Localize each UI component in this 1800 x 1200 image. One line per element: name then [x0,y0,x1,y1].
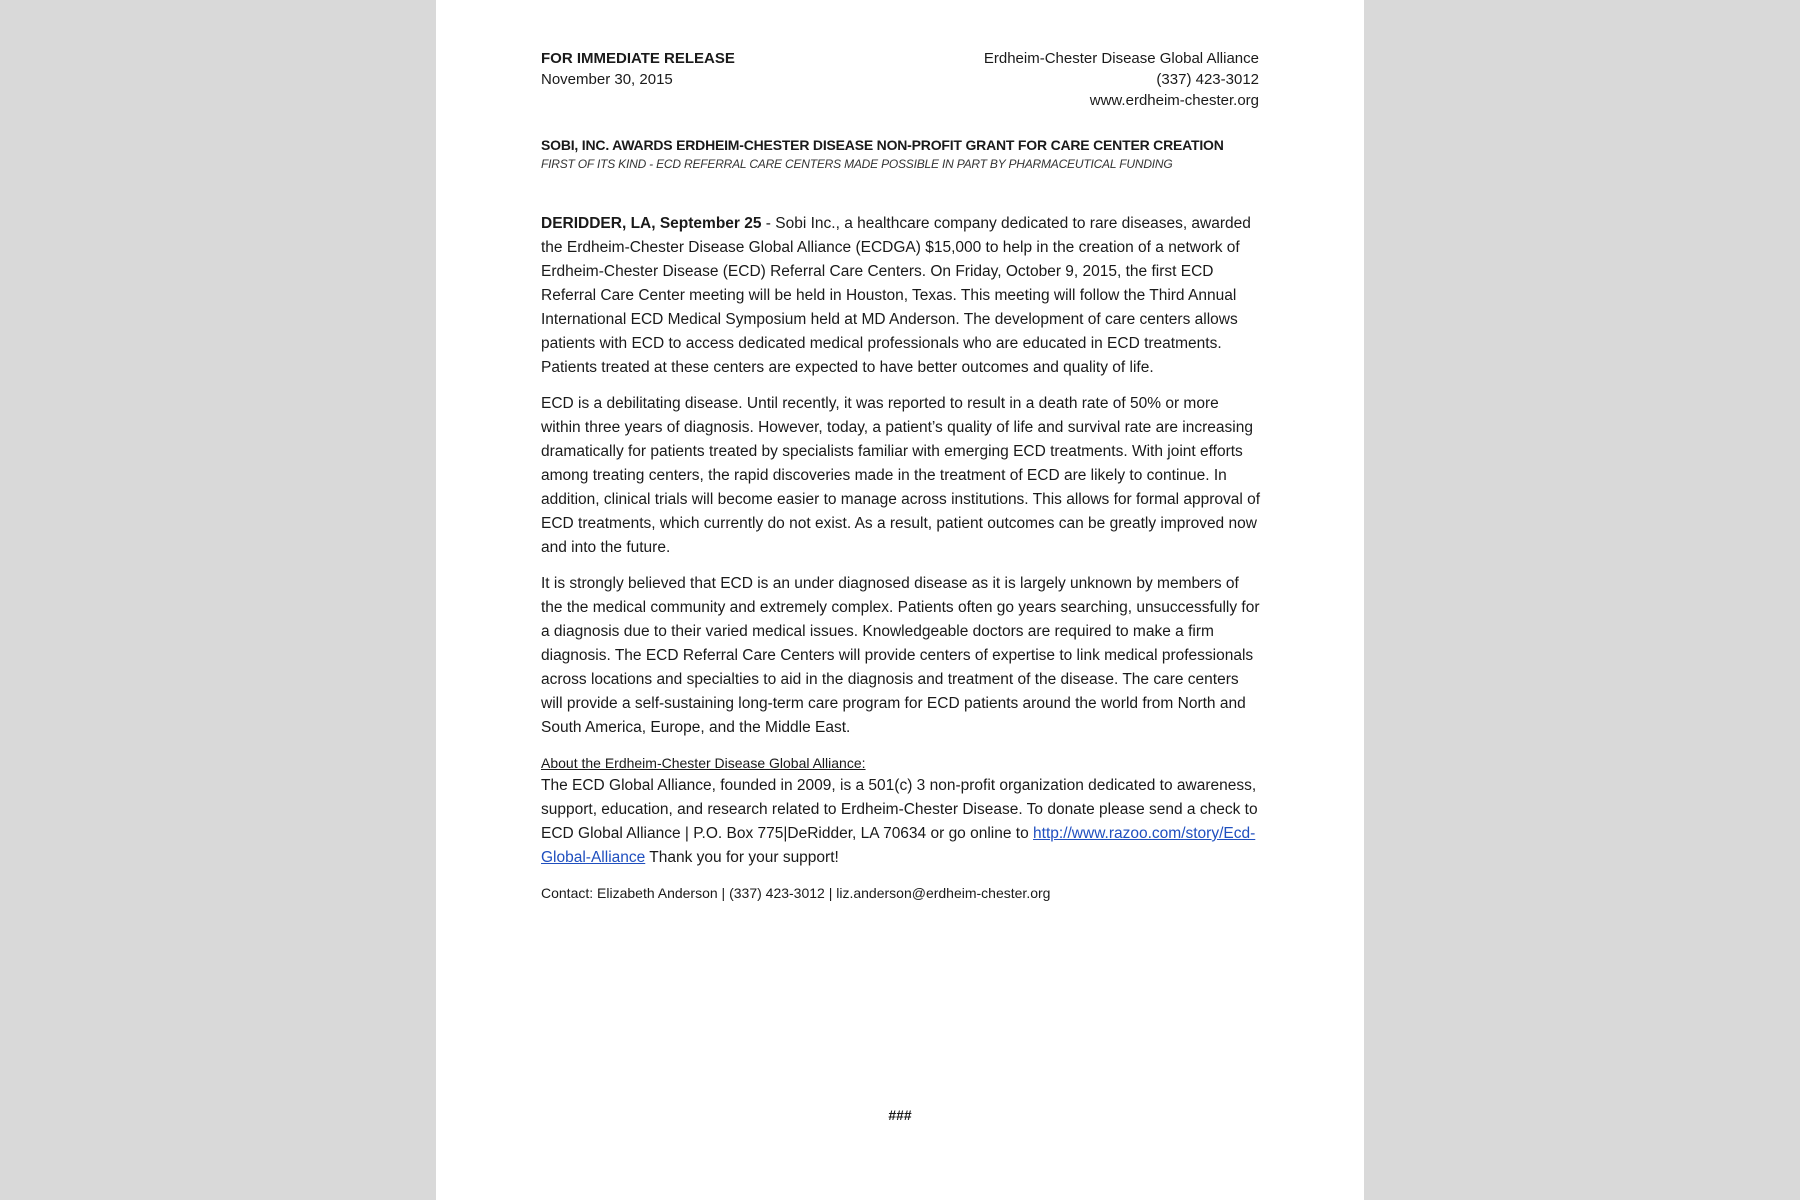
release-date: November 30, 2015 [541,71,673,88]
about-text: The ECD Global Alliance, founded in 2009, is a 501(c) 3 non-profit organization dedicated to awareness, support, education, and research related to Erdheim-Chester Disease. To donate please send a check to ECD Global Alliance | P.O. Box 775|DeRidder, LA 70634 or go online to [541,777,1258,842]
organization-name: Erdheim-Chester Disease Global Alliance [983,50,1259,67]
organization-phone: (337) 423-3012 [1156,71,1259,88]
donation-link[interactable]: http://www.razoo.com/story/Ecd-Global-Alliance [541,825,1256,866]
end-mark: ### [888,1107,912,1123]
press-subtitle: FIRST OF ITS KIND - ECD REFERRAL CARE CENTERS MADE POSSIBLE IN PART BY PHARMACEUTICAL FUNDING [541,157,1173,171]
release-label: FOR IMMEDIATE RELEASE [541,50,735,67]
body-paragraph-3: It is strongly believed that ECD is an under diagnosed disease as it is largely unknown by members of the the medical community and extremely complex. Patients often go years searching, unsuccessfully for a diagnosis due to their varied medical issues. Knowledgeable doctors are required to make a firm diagnosis. The ECD Referral Care Centers will provide centers of expertise to link medical professionals across locations and specialties to aid in the diagnosis and treatment of the disease. The care centers will provide a self-sustaining long-term care program for ECD patients around the world from North and South America, Europe, and the Middle East. [541,575,1260,736]
organization-website: www.erdheim-chester.org [1089,92,1259,109]
organization-contact-block [984,48,1259,111]
body-paragraph-1 [541,212,1261,380]
document-page [436,0,1364,1200]
about-paragraph [541,774,1261,870]
body-paragraph-2: ECD is a debilitating disease. Until recently, it was reported to result in a death rate of 50% or more within three years of diagnosis. However, today, a patient’s quality of life and survival rate are increasing dramatically for patients treated by specialists familiar with emerging ECD treatments. With joint efforts among treating centers, the rapid discoveries made in the treatment of ECD are likely to continue. In addition, clinical trials will become easier to manage across institutions. This allows for formal approval of ECD treatments, which currently do not exist. As a result, patient outcomes can be greatly improved now and into the future. [541,395,1261,556]
paragraph-1-text: - Sobi Inc., a healthcare company dedicated to rare diseases, awarded the Erdheim-Chester Disease Global Alliance (ECDGA) $15,000 to help in the creation of a network of Erdheim-Chester Disease (ECD) Referral Care Centers. On Friday, October 9, 2015, the first ECD Referral Care Center meeting will be held in Houston, Texas. This meeting will follow the Third Annual International ECD Medical Symposium held at MD Anderson. The development of care centers allows patients with ECD to access dedicated medical professionals who are educated in ECD treatments. Patients treated at these centers are expected to have better outcomes and quality of life. [541,215,1251,376]
contact-line: Contact: Elizabeth Anderson | (337) 423-3012 | liz.anderson@erdheim-chester.org [541,885,1051,901]
press-body [541,212,1261,904]
dateline: DERIDDER, LA, September 25 [541,215,762,232]
press-headline [541,135,1261,173]
thanks-text: Thank you for your support! [645,849,839,866]
release-info [541,48,735,90]
about-heading: About the Erdheim-Chester Disease Global Alliance: [541,755,866,771]
press-title: SOBI, INC. AWARDS ERDHEIM-CHESTER DISEASE NON-PROFIT GRANT FOR CARE CENTER CREATION [541,137,1224,153]
